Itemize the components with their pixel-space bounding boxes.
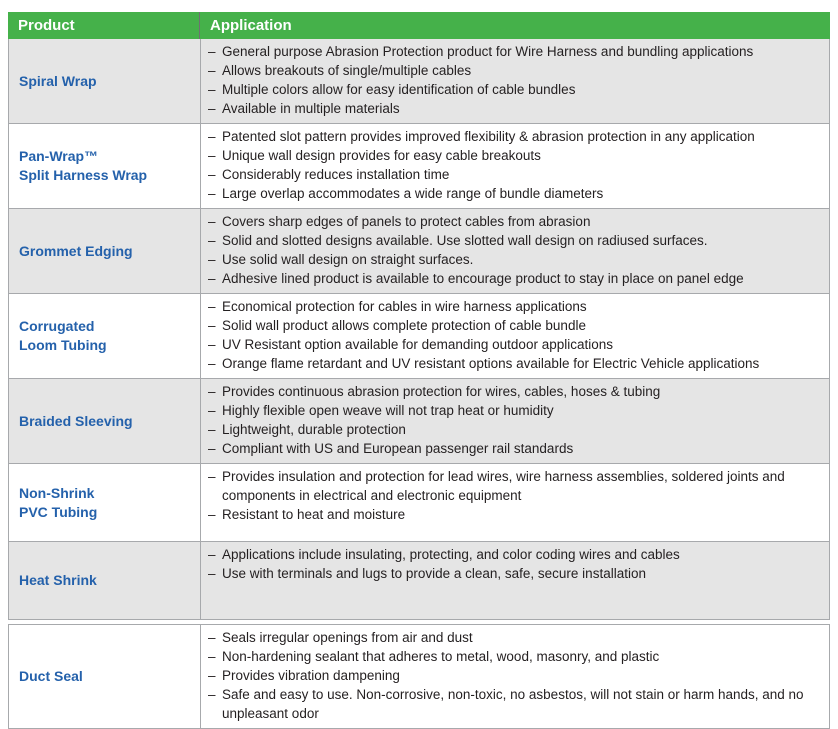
application-bullet (208, 666, 821, 685)
bullet-text: Economical protection for cables in wire harness applications (222, 299, 587, 314)
application-bullet (208, 401, 821, 420)
bullet-text: Patented slot pattern provides improved flexibility & abrasion protection in any application (222, 129, 755, 144)
bullet-text: Applications include insulating, protecting, and color coding wires and cables (222, 547, 680, 562)
application-cell (201, 209, 829, 293)
product-name-line: Corrugated (19, 318, 95, 334)
bullet-dash: – (208, 44, 216, 59)
bullet-text: General purpose Abrasion Protection product for Wire Harness and bundling applications (222, 44, 754, 59)
application-bullet (208, 297, 821, 316)
application-bullet (208, 269, 821, 288)
bullet-text: Covers sharp edges of panels to protect cables from abrasion (222, 214, 591, 229)
product-cell (9, 542, 201, 619)
bullet-text: Available in multiple materials (222, 101, 400, 116)
table-row (9, 463, 829, 541)
product-name-line: Spiral Wrap (19, 72, 97, 89)
application-bullet (208, 316, 821, 335)
bullet-dash: – (208, 547, 216, 562)
application-bullet (208, 80, 821, 99)
application-bullet (208, 61, 821, 80)
application-cell (201, 542, 829, 619)
product-cell (9, 464, 201, 541)
bullet-text: Multiple colors allow for easy identification of cable bundles (222, 82, 576, 97)
product-name-line: Non-Shrink (19, 484, 95, 501)
application-cell (201, 124, 829, 208)
product-cell (9, 294, 201, 378)
bullet-dash: – (208, 384, 216, 399)
application-bullet (208, 250, 821, 269)
bullet-text: Use with terminals and lugs to provide a clean, safe, secure installation (222, 566, 646, 581)
table-header (8, 12, 830, 39)
bullet-text: Safe and easy to use. Non-corrosive, non-toxic, no asbestos, will not stain or harm hands, and no unpleasant odor (222, 687, 804, 721)
application-bullet (208, 165, 821, 184)
bullet-dash: – (208, 252, 216, 267)
product-name-line: Loom Tubing (19, 337, 107, 353)
application-bullet (208, 439, 821, 458)
application-bullet (208, 505, 821, 524)
product-application-table (8, 12, 830, 729)
bullet-text: Non-hardening sealant that adheres to metal, wood, masonry, and plastic (222, 649, 660, 664)
product-name-line: Grommet Edging (19, 242, 133, 259)
bullet-dash: – (208, 233, 216, 248)
application-bullet (208, 42, 821, 61)
bullet-dash: – (208, 129, 216, 144)
product-name-line: PVC Tubing (19, 503, 98, 520)
bullet-dash: – (208, 668, 216, 683)
bullet-dash: – (208, 566, 216, 581)
column-header-product: Product (8, 12, 200, 39)
bullet-text: UV Resistant option available for demanding outdoor applications (222, 337, 613, 352)
application-cell (201, 379, 829, 463)
product-cell (9, 625, 201, 728)
table-row (9, 123, 829, 208)
bullet-text: Solid and slotted designs available. Use slotted wall design on radiused surfaces. (222, 233, 708, 248)
bullet-dash: – (208, 186, 216, 201)
application-bullet (208, 647, 821, 666)
product-name-line: Pan-Wrap™ (19, 148, 99, 164)
bullet-dash: – (208, 148, 216, 163)
table-body-main (8, 39, 830, 620)
table-row (9, 541, 829, 619)
application-bullet (208, 99, 821, 118)
bullet-dash: – (208, 507, 216, 522)
application-cell (201, 464, 829, 541)
application-bullet (208, 628, 821, 647)
application-bullet (208, 467, 821, 505)
application-bullet (208, 335, 821, 354)
bullet-text: Orange flame retardant and UV resistant options available for Electric Vehicle applications (222, 356, 760, 371)
application-bullet (208, 420, 821, 439)
application-cell (201, 294, 829, 378)
product-name-line: Duct Seal (19, 668, 83, 684)
bullet-text: Allows breakouts of single/multiple cables (222, 63, 472, 78)
bullet-dash: – (208, 441, 216, 456)
application-bullet (208, 564, 821, 583)
application-bullet (208, 545, 821, 564)
application-bullet (208, 685, 821, 723)
bullet-dash: – (208, 356, 216, 371)
table-body-last (8, 624, 830, 729)
bullet-text: Considerably reduces installation time (222, 167, 450, 182)
product-cell (9, 39, 201, 123)
application-cell (201, 625, 829, 728)
application-bullet (208, 382, 821, 401)
bullet-text: Lightweight, durable protection (222, 422, 406, 437)
product-name-line: Split Harness Wrap (19, 167, 148, 183)
bullet-dash: – (208, 63, 216, 78)
bullet-dash: – (208, 167, 216, 182)
bullet-dash: – (208, 101, 216, 116)
bullet-text: Adhesive lined product is available to encourage product to stay in place on panel edge (222, 271, 744, 286)
bullet-text: Unique wall design provides for easy cable breakouts (222, 148, 541, 163)
bullet-text: Highly flexible open weave will not trap heat or humidity (222, 403, 554, 418)
bullet-dash: – (208, 271, 216, 286)
application-bullet (208, 184, 821, 203)
product-cell (9, 124, 201, 208)
table-row (9, 625, 829, 728)
application-bullet (208, 212, 821, 231)
bullet-dash: – (208, 630, 216, 645)
product-cell (9, 209, 201, 293)
application-bullet (208, 146, 821, 165)
bullet-dash: – (208, 214, 216, 229)
bullet-dash: – (208, 403, 216, 418)
bullet-text: Resistant to heat and moisture (222, 507, 406, 522)
column-header-application: Application (210, 17, 292, 34)
table-row (9, 378, 829, 463)
product-name-line: Braided Sleeving (19, 412, 133, 429)
table-row (9, 39, 829, 123)
product-cell (9, 379, 201, 463)
table-row (9, 293, 829, 378)
application-bullet (208, 127, 821, 146)
bullet-text: Use solid wall design on straight surfaces. (222, 252, 474, 267)
bullet-text: Provides vibration dampening (222, 668, 400, 683)
bullet-text: Large overlap accommodates a wide range of bundle diameters (222, 186, 604, 201)
bullet-dash: – (208, 337, 216, 352)
bullet-text: Seals irregular openings from air and dust (222, 630, 473, 645)
bullet-text: Solid wall product allows complete protection of cable bundle (222, 318, 586, 333)
table-row (9, 208, 829, 293)
bullet-dash: – (208, 318, 216, 333)
bullet-dash: – (208, 649, 216, 664)
bullet-dash: – (208, 422, 216, 437)
application-bullet (208, 354, 821, 373)
application-bullet (208, 231, 821, 250)
bullet-text: Provides insulation and protection for lead wires, wire harness assemblies, soldered joints and components in electrical and electronic equipment (222, 469, 785, 503)
bullet-dash: – (208, 82, 216, 97)
product-name-line: Heat Shrink (19, 572, 97, 588)
bullet-dash: – (208, 299, 216, 314)
bullet-dash: – (208, 469, 216, 484)
bullet-text: Compliant with US and European passenger rail standards (222, 441, 574, 456)
application-cell (201, 39, 829, 123)
bullet-text: Provides continuous abrasion protection for wires, cables, hoses & tubing (222, 384, 661, 399)
bullet-dash: – (208, 687, 216, 702)
